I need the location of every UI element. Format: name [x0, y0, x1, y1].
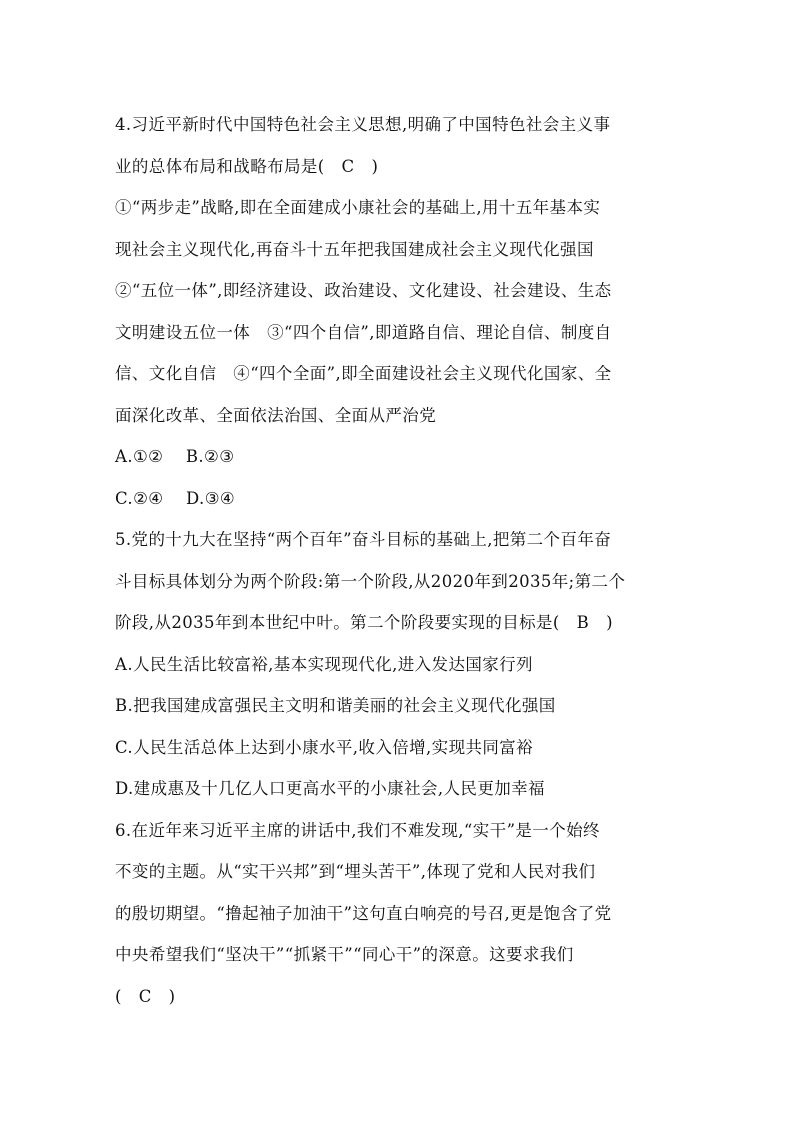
- question-5-line: 阶段,从2035年到本世纪中叶。第二个阶段要实现的目标是( B ): [115, 613, 613, 632]
- question-4-line: 文明建设五位一体 ③“四个自信”,即道路自信、理论自信、制度自: [115, 322, 612, 342]
- question-4-line: ①“两步走”战略,即在全面建成小康社会的基础上,用十五年基本实: [115, 198, 601, 217]
- question-4-line: 4.习近平新时代中国特色社会主义思想,明确了中国特色社会主义事: [115, 115, 611, 134]
- question-4-line: ②“五位一体”,即经济建设、政治建设、文化建设、社会建设、生态: [115, 281, 612, 300]
- question-4: [115, 104, 685, 519]
- question-6-line: 6.在近年来习近平主席的讲话中,我们不难发现,“实干”是一个始终: [115, 820, 600, 840]
- question-6-answer: ( C ): [115, 986, 176, 1006]
- question-6-line: 的殷切期望。“撸起袖子加油干”这句直白响亮的号召,更是饱含了党: [115, 903, 612, 923]
- question-5-option-c: C.人民生活总体上达到小康水平,收入倍增,实现共同富裕: [115, 737, 534, 757]
- question-5-line: 斗目标具体划分为两个阶段:第一个阶段,从2020年到2035年;第二个: [115, 571, 626, 591]
- question-4-line: 信、文化自信 ④“四个全面”,即全面建设社会主义现代化国家、全: [115, 364, 612, 383]
- question-4-line: 现社会主义现代化,再奋斗十五年把我国建成社会主义现代化强国: [115, 239, 594, 259]
- question-4-line: 面深化改革、全面依法治国、全面从严治党: [115, 405, 437, 425]
- question-4-line: 业的总体布局和战略布局是( C ): [115, 156, 379, 176]
- question-5-line: 5.党的十九大在坚持“两个百年”奋斗目标的基础上,把第二个百年奋: [115, 530, 612, 549]
- question-5: [115, 519, 685, 810]
- question-5-option-a: A.人民生活比较富裕,基本实现现代化,进入发达国家行列: [115, 654, 533, 674]
- question-6-line: 不变的主题。从“实干兴邦”到“埋头苦干”,体现了党和人民对我们: [115, 862, 596, 881]
- question-5-option-d: D.建成惠及十几亿人口更高水平的小康社会,人民更加幸福: [115, 779, 545, 798]
- question-4-options-ab: A.①② B.②③: [115, 447, 235, 466]
- question-list: [115, 104, 685, 1017]
- question-6: [115, 810, 685, 1018]
- question-4-options-cd: C.②④ D.③④: [115, 488, 236, 508]
- question-5-option-b: B.把我国建成富强民主文明和谐美丽的社会主义现代化强国: [115, 696, 556, 715]
- question-6-line: 中央希望我们“坚决干”“抓紧干”“同心干”的深意。这要求我们: [115, 945, 574, 964]
